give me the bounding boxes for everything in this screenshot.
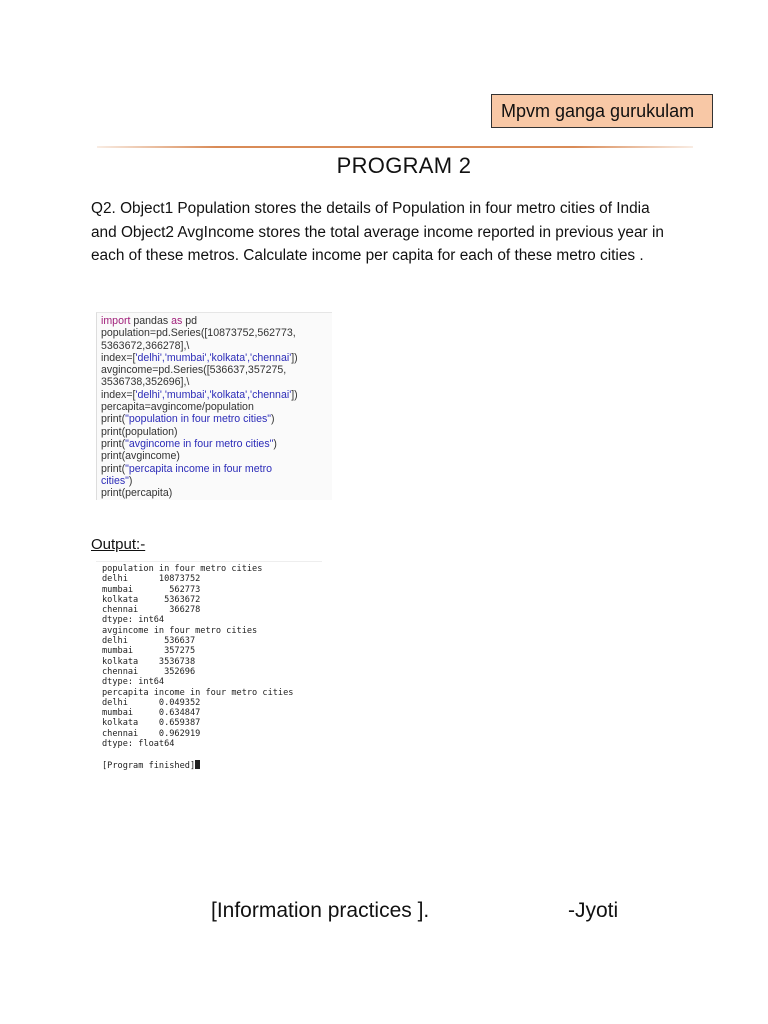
terminal-finished-line: [Program finished] (102, 760, 322, 771)
cursor-block-icon (195, 760, 200, 769)
code-line-3: 5363672,366278],\ (101, 339, 190, 352)
terminal-line (102, 749, 322, 759)
terminal-line: delhi 10873752 (102, 574, 201, 585)
code-line-11: print("avgincome in four metro cities") (101, 437, 277, 450)
terminal-line: delhi 0.049352 (102, 697, 201, 708)
header-divider (97, 146, 693, 148)
terminal-line: kolkata 5363672 (102, 594, 201, 605)
terminal-line: chennai 0.962919 (102, 728, 201, 739)
terminal-line: kolkata 0.659387 (102, 718, 201, 729)
output-label: Output:- (91, 536, 146, 553)
terminal-line: avgincome in four metro cities (102, 625, 258, 636)
code-line-10: print(population) (101, 425, 178, 438)
terminal-line: mumbai 357275 (102, 646, 196, 657)
page-title: PROGRAM 2 (336, 153, 472, 178)
code-line-9: print("population in four metro cities") (101, 413, 275, 426)
code-line-13: print("percapita income in four metro (101, 462, 272, 475)
code-line-14: cities") (101, 474, 133, 487)
code-screenshot (96, 312, 332, 500)
code-line-4: index=['delhi','mumbai','kolkata','chennai']) (101, 351, 298, 364)
code-line-6: 3536738,352696],\ (101, 376, 190, 389)
terminal-output (96, 561, 322, 773)
terminal-line: dtype: int64 (102, 615, 165, 626)
terminal-line: dtype: int64 (102, 677, 165, 688)
terminal-line: mumbai 562773 (102, 584, 201, 595)
terminal-line: mumbai 0.634847 (102, 708, 201, 719)
footer-author: -Jyoti (568, 899, 619, 922)
code-line-5: avgincome=pd.Series([536637,357275, (101, 364, 287, 377)
code-line-2: population=pd.Series([10873752,562773, (101, 327, 296, 340)
code-line-15: print(percapita) (101, 487, 173, 500)
terminal-line: dtype: float64 (102, 739, 175, 750)
terminal-line: chennai 352696 (102, 666, 196, 677)
terminal-line: percapita income in four metro cities (102, 687, 294, 698)
terminal-line: population in four metro cities (102, 564, 263, 574)
terminal-line: chennai 366278 (102, 605, 201, 616)
terminal-line: delhi 536637 (102, 636, 196, 647)
code-line-7: index=['delhi','mumbai','kolkata','chennai']) (101, 388, 298, 401)
terminal-line: kolkata 3536738 (102, 656, 196, 667)
school-name-box: Mpvm ganga gurukulam (491, 94, 713, 128)
question-text: Q2. Object1 Population stores the details of Population in four metro cities of India and Object2 AvgIncome stores the total average income reported in previous year in each of these metros. Calculate income per capita for each of these metro cities . (91, 200, 664, 264)
footer-subject: [Information practices ]. (211, 899, 430, 922)
code-line-8: percapita=avgincome/population (101, 401, 254, 414)
code-line-1: import pandas as pd (101, 315, 198, 327)
code-line-12: print(avgincome) (101, 450, 180, 463)
